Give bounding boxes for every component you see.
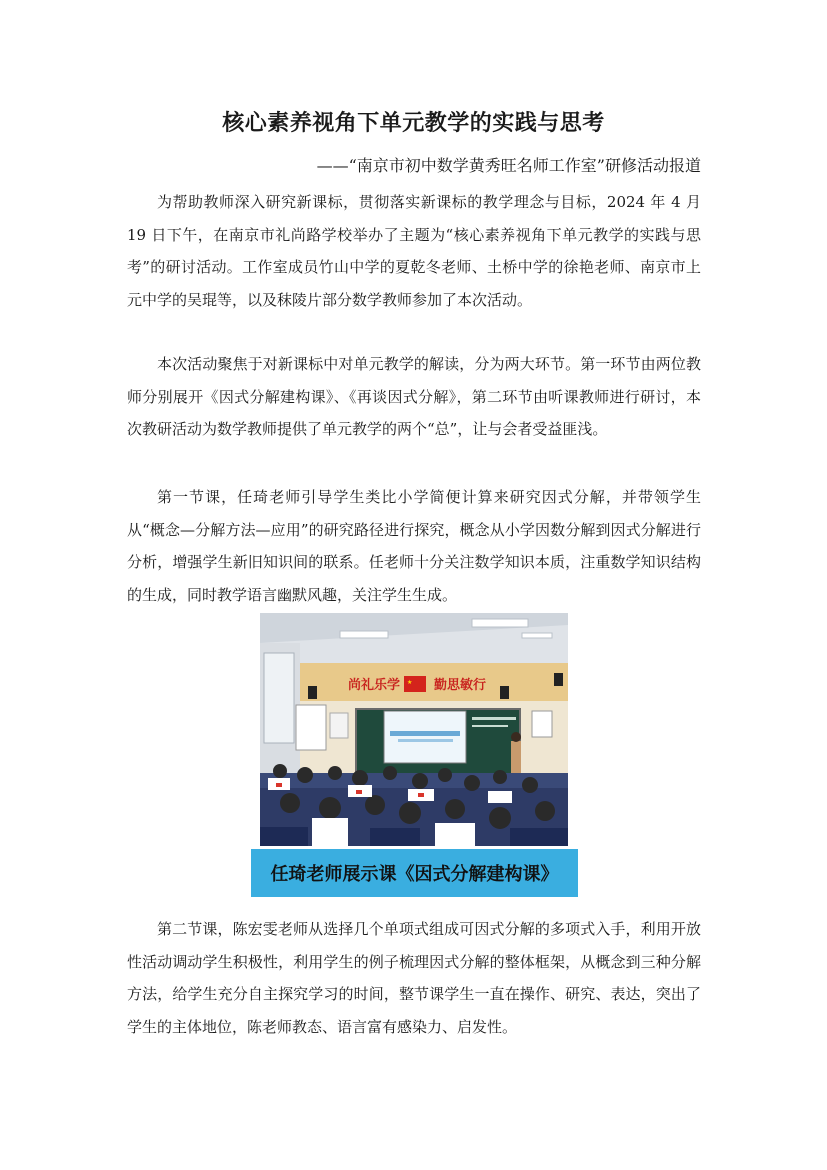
photo-caption: 任琦老师展示课《因式分解建构课》 [270,864,559,885]
paragraph-activity-focus: 本次活动聚焦于对新课标中对单元教学的解读，分为两大环节。第一环节由两位教师分别展开《因式分解建构课》、《再谈因式分解》，第二环节由听课教师进行研讨，本次教研活动为数学教师提供了单元教学的两个“总”，让与会者受益匪浅。 [127,355,701,438]
photo-caption-box [251,849,578,897]
paragraph-second-lesson: 第二节课，陈宏雯老师从选择几个单项式组成可因式分解的多项式入手，利用开放性活动调动学生积极性，利用学生的例子梳理因式分解的整体框架，从概念到三种分解方法，给学生充分自主探究学习的时间，整节课学生一直在操作、研究、表达，突出了学生的主体地位，陈老师教态、语言富有感染力、启发性。 [127,920,701,1036]
svg-text:★: ★ [407,679,413,686]
paragraph-intro: 为帮助教师深入研究新课标，贯彻落实新课标的教学理念与目标，2024 年 4 月 19 日下午，在南京市礼尚路学校举办了主题为“核心素养视角下单元教学的实践与思考”的研讨活动。工作室成员竹山中学的夏乾冬老师、土桥中学的徐艳老师、南京市上元中学的吴琨等，以及秣陵片部分数学教师参加了本次活动。 [127,193,701,309]
article-title: 核心素养视角下单元教学的实践与思考 [222,111,605,136]
paragraph-first-lesson: 第一节课，任琦老师引导学生类比小学简便计算来研究因式分解，并带领学生从“概念—分解方法—应用”的研究路径进行探究，概念从小学因数分解到因式分解进行分析，增强学生新旧知识间的联系。任老师十分关注数学知识本质，注重数学知识结构的生成，同时教学语言幽默风趣，关注学生生成。 [127,488,701,604]
slogan-left: 尚礼乐学 [348,678,401,693]
article-subtitle: ——“南京市初中数学黄秀旺名师工作室”研修活动报道 [316,156,701,175]
slogan-right: 勤思敏行 [434,678,487,693]
classroom-photo [260,613,568,846]
